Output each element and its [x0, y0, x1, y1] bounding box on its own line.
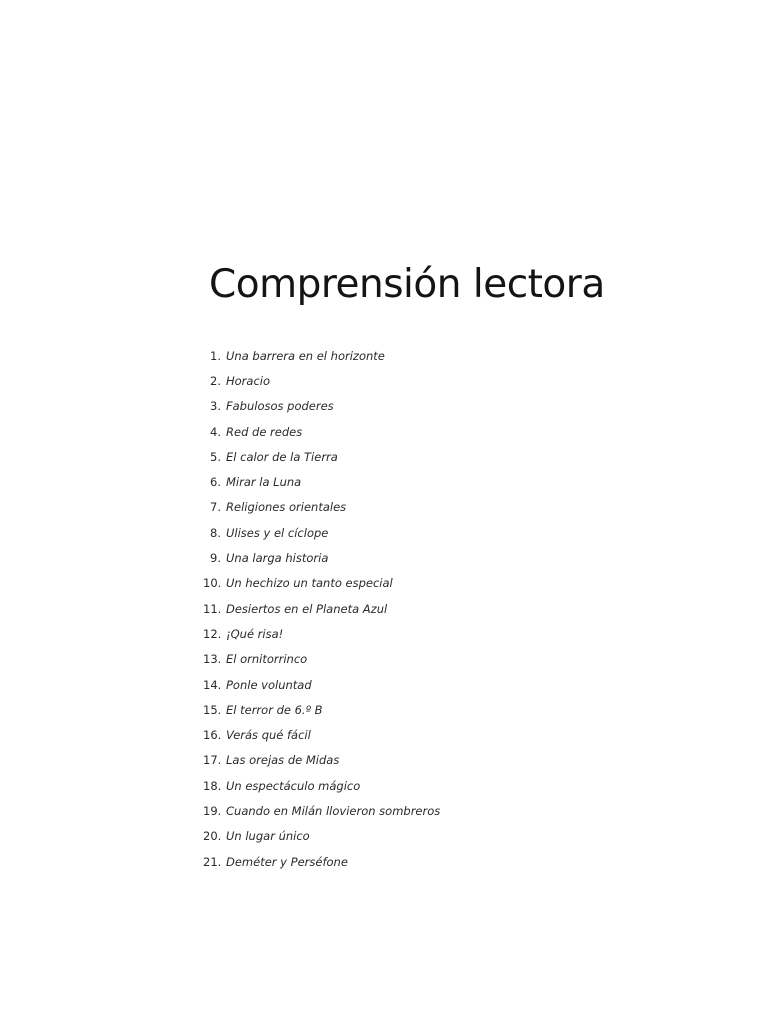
list-item — [203, 419, 440, 444]
item-number: 3. — [210, 399, 221, 414]
item-title: Deméter y Perséfone — [226, 854, 348, 869]
item-number: 4. — [210, 424, 221, 439]
item-title: Horacio — [226, 373, 271, 388]
item-number: 2. — [210, 373, 221, 388]
item-number: 18. — [203, 778, 222, 793]
item-number: 20. — [203, 829, 222, 844]
item-number: 7. — [210, 500, 221, 515]
item-title: Una barrera en el horizonte — [226, 348, 385, 363]
item-title: Ponle voluntad — [226, 677, 312, 692]
item-title: Ulises y el cíclope — [226, 525, 329, 540]
list-item — [203, 343, 440, 368]
list-item — [203, 798, 440, 823]
list-item — [203, 545, 440, 570]
item-title: Un hechizo un tanto especial — [226, 576, 393, 591]
list-item — [203, 722, 440, 747]
item-title: El terror de 6.º B — [226, 702, 323, 717]
table-of-contents — [203, 343, 440, 874]
item-number: 21. — [203, 854, 222, 869]
list-item — [203, 571, 440, 596]
item-number: 10. — [203, 576, 222, 591]
list-item — [203, 647, 440, 672]
item-number: 16. — [203, 728, 222, 743]
item-title: Red de redes — [226, 424, 303, 439]
list-item — [203, 444, 440, 469]
item-number: 14. — [203, 677, 222, 692]
item-number: 8. — [210, 525, 221, 540]
list-item — [203, 368, 440, 393]
item-number: 11. — [203, 601, 222, 616]
item-title: Cuando en Milán llovieron sombreros — [226, 803, 441, 818]
item-title: Religiones orientales — [226, 500, 347, 515]
list-item — [203, 495, 440, 520]
list-item — [203, 849, 440, 874]
item-title: Desiertos en el Planeta Azul — [226, 601, 388, 616]
item-title: El calor de la Tierra — [226, 449, 338, 464]
item-number: 19. — [203, 803, 222, 818]
item-title: Las orejas de Midas — [226, 753, 340, 768]
item-number: 1. — [210, 348, 221, 363]
item-title: Verás qué fácil — [226, 728, 311, 743]
list-item — [203, 824, 440, 849]
item-title: El ornitorrinco — [226, 652, 308, 667]
list-item — [203, 672, 440, 697]
list-item — [203, 469, 440, 494]
list-item — [203, 394, 440, 419]
item-number: 13. — [203, 652, 222, 667]
list-item — [203, 697, 440, 722]
item-title: Fabulosos poderes — [226, 399, 334, 414]
item-number: 6. — [210, 475, 221, 490]
list-item — [203, 748, 440, 773]
list-item — [203, 773, 440, 798]
item-number: 9. — [210, 551, 221, 566]
item-title: Un espectáculo mágico — [226, 778, 361, 793]
item-title: Mirar la Luna — [226, 475, 302, 490]
item-title: Una larga historia — [226, 551, 329, 566]
list-item — [203, 596, 440, 621]
list-item — [203, 520, 440, 545]
item-number: 5. — [210, 449, 221, 464]
item-number: 15. — [203, 702, 222, 717]
page-title: Comprensión lectora — [209, 262, 605, 307]
item-number: 17. — [203, 753, 222, 768]
item-number: 12. — [203, 626, 222, 641]
item-title: ¡Qué risa! — [226, 626, 284, 641]
list-item — [203, 621, 440, 646]
item-title: Un lugar único — [226, 829, 310, 844]
